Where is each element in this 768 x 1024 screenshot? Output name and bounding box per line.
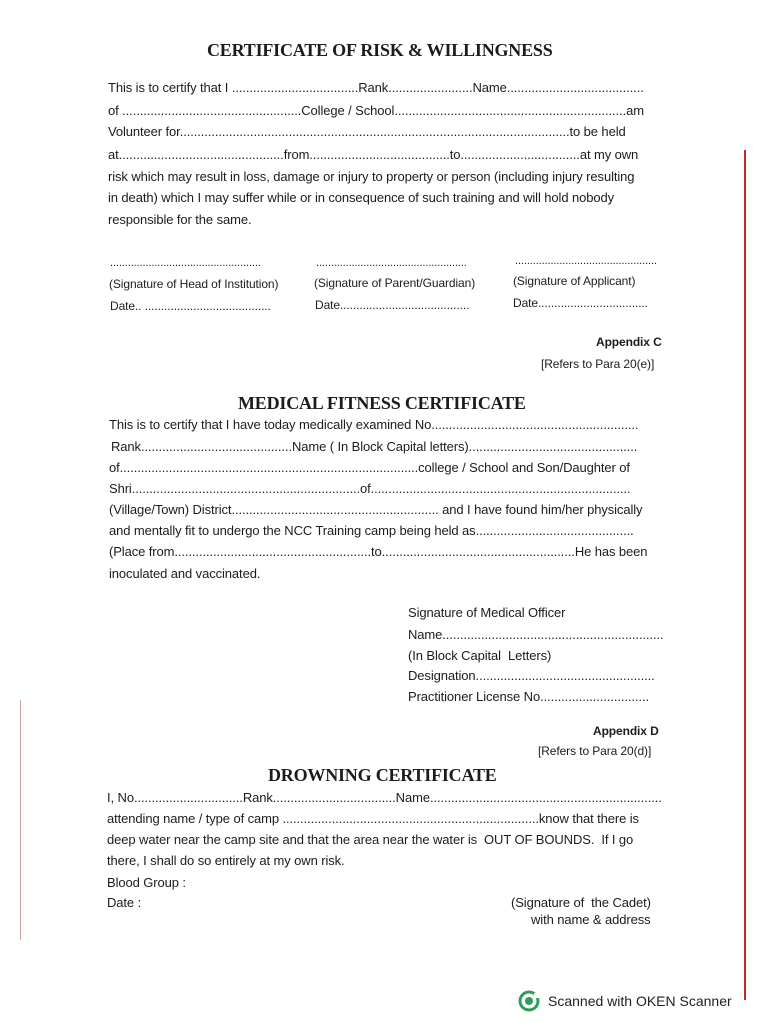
blood-group-label: Blood Group : <box>107 875 186 890</box>
medical-line-6: and mentally fit to undergo the NCC Training camp being held as............................................. <box>109 523 634 538</box>
appendix-d-ref: [Refers to Para 20(d)] <box>538 744 652 758</box>
drowning-line-1: I, No...............................Rank...................................Name.................................................................. <box>107 790 662 805</box>
appendix-d-label: Appendix D <box>593 724 659 738</box>
signature-label-parent: (Signature of Parent/Guardian) <box>314 276 476 290</box>
medical-officer-designation: Designation................................................... <box>408 668 655 683</box>
page-edge-left <box>20 700 21 940</box>
medical-officer-license: Practitioner License No............................... <box>408 689 649 704</box>
medical-line-1: This is to certify that I have today medically examined No........................................................... <box>109 417 639 432</box>
risk-line-3: Volunteer for...............................................................................................................to be held <box>108 124 626 139</box>
date-line-head: Date.. ....................................... <box>110 299 271 313</box>
medical-line-4: Shri.................................................................of.......................................................................... <box>109 481 631 496</box>
signature-label-head: (Signature of Head of Institution) <box>109 277 279 291</box>
oken-scanner-logo-icon <box>518 990 540 1012</box>
medical-officer-signature: Signature of Medical Officer <box>408 605 566 620</box>
medical-line-2: Rank...........................................Name ( In Block Capital letters)................................................ <box>111 439 638 454</box>
drowning-line-4: there, I shall do so entirely at my own risk. <box>107 853 345 868</box>
appendix-c-ref: [Refers to Para 20(e)] <box>541 357 655 371</box>
medical-line-3: of.....................................................................................college / School and Son/Daughter of <box>109 460 630 475</box>
drowning-date-label: Date : <box>107 895 142 910</box>
medical-line-8: inoculated and vaccinated. <box>109 566 261 581</box>
risk-line-5: risk which may result in loss, damage or injury to property or person (including injury resulting <box>108 169 635 184</box>
signature-line-parent: ................................................... <box>316 257 467 269</box>
drowning-line-3: deep water near the camp site and that the area near the water is OUT OF BOUNDS. If I go <box>107 832 634 847</box>
cadet-signature-label: (Signature of the Cadet) <box>511 895 651 910</box>
signature-line-head: ................................................... <box>110 257 261 269</box>
appendix-c-label: Appendix C <box>596 335 662 349</box>
medical-officer-name: Name............................................................... <box>408 627 664 642</box>
risk-line-7: responsible for the same. <box>108 212 252 227</box>
drowning-certificate-title: DROWNING CERTIFICATE <box>268 765 497 785</box>
cadet-signature-sub: with name & address <box>531 912 651 927</box>
scanner-footer <box>518 990 732 1012</box>
scanner-watermark-text: Scanned with OKEN Scanner <box>548 993 732 1009</box>
medical-line-7: (Place from........................................................to.......................................................He has been <box>109 544 648 559</box>
risk-line-6: in death) which I may suffer while or in consequence of such training and will hold nobody <box>108 190 615 205</box>
date-line-applicant: Date.................................. <box>513 296 648 310</box>
page-edge-right <box>744 150 746 1000</box>
risk-line-2: of ...................................................College / School..................................................................am <box>108 103 644 118</box>
signature-label-applicant: (Signature of Applicant) <box>513 274 636 288</box>
risk-line-1: This is to certify that I ....................................Rank........................Name....................................... <box>108 80 644 95</box>
medical-officer-block-capital: (In Block Capital Letters) <box>408 648 552 663</box>
risk-line-4: at...............................................from........................................to..................................at my own <box>108 147 639 162</box>
medical-certificate-title: MEDICAL FITNESS CERTIFICATE <box>238 393 526 413</box>
drowning-line-2: attending name / type of camp .........................................................................know that there is <box>107 811 639 826</box>
medical-line-5: (Village/Town) District........................................................... and I have found him/her physically <box>109 502 643 517</box>
risk-certificate-title: CERTIFICATE OF RISK & WILLINGNESS <box>207 40 553 60</box>
date-line-parent: Date........................................ <box>315 298 470 312</box>
signature-line-applicant: ................................................ <box>515 255 657 267</box>
